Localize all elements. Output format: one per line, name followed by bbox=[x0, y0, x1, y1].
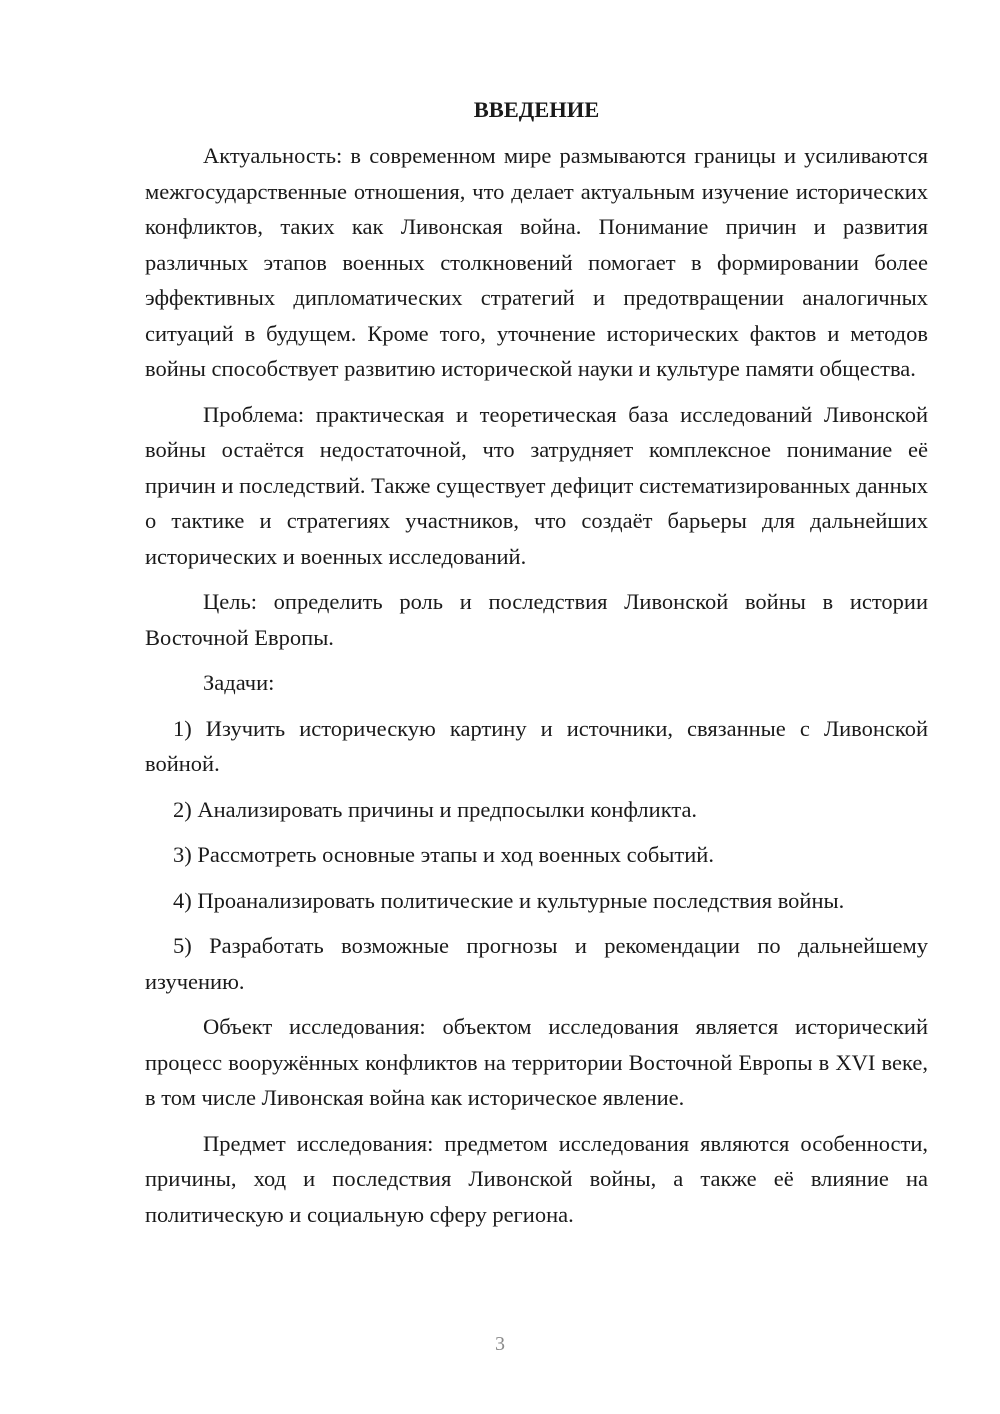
task-item: 3) Рассмотреть основные этапы и ход военных событий. bbox=[173, 842, 714, 867]
paragraph-relevance: Актуальность: в современном мире размываются границы и усиливаются межгосударственные отношения, что делает актуальным изучение исторических конфликтов, таких как Ливонская война. Понимание причин и развития различных этапов военных столкновений помогает в формировании более эффективных дипломатических стратегий и предотвращении аналогичных ситуаций в будущем. Кроме того, уточнение исторических фактов и методов войны способствует развитию исторической науки и культуре памяти общества. bbox=[145, 143, 928, 381]
section-title: ВВЕДЕНИЕ bbox=[473, 97, 600, 122]
document-page bbox=[145, 92, 928, 1242]
paragraph-object: Объект исследования: объектом исследования является исторический процесс вооружённых конфликтов на территории Восточной Европы в XVI веке, в том числе Ливонская война как историческое явление. bbox=[145, 1014, 928, 1110]
paragraph-subject: Предмет исследования: предметом исследования являются особенности, причины, ход и последствия Ливонской войны, а также её влияние на политическую и социальную сферу региона. bbox=[145, 1130, 928, 1227]
paragraph-goal: Цель: определить роль и последствия Ливонской войны в истории Восточной Европы. bbox=[145, 589, 928, 650]
paragraph-problem: Проблема: практическая и теоретическая база исследований Ливонской войны остаётся недостаточной, что затрудняет комплексное понимание её причин и последствий. Также существует дефицит систематизированных данных о тактике и стратегиях участников, что создаёт барьеры для дальнейших исторических и военных исследований. bbox=[145, 401, 928, 569]
task-item: 1) Изучить историческую картину и источники, связанные с Ливонской войной. bbox=[145, 715, 928, 776]
paragraph-tasks-heading: Задачи: bbox=[203, 670, 275, 695]
task-item: 5) Разработать возможные прогнозы и рекомендации по дальнейшему изучению. bbox=[145, 933, 928, 994]
task-item: 4) Проанализировать политические и культурные последствия войны. bbox=[173, 887, 845, 913]
task-item: 2) Анализировать причины и предпосылки конфликта. bbox=[173, 796, 698, 822]
page-number: 3 bbox=[495, 1333, 505, 1355]
